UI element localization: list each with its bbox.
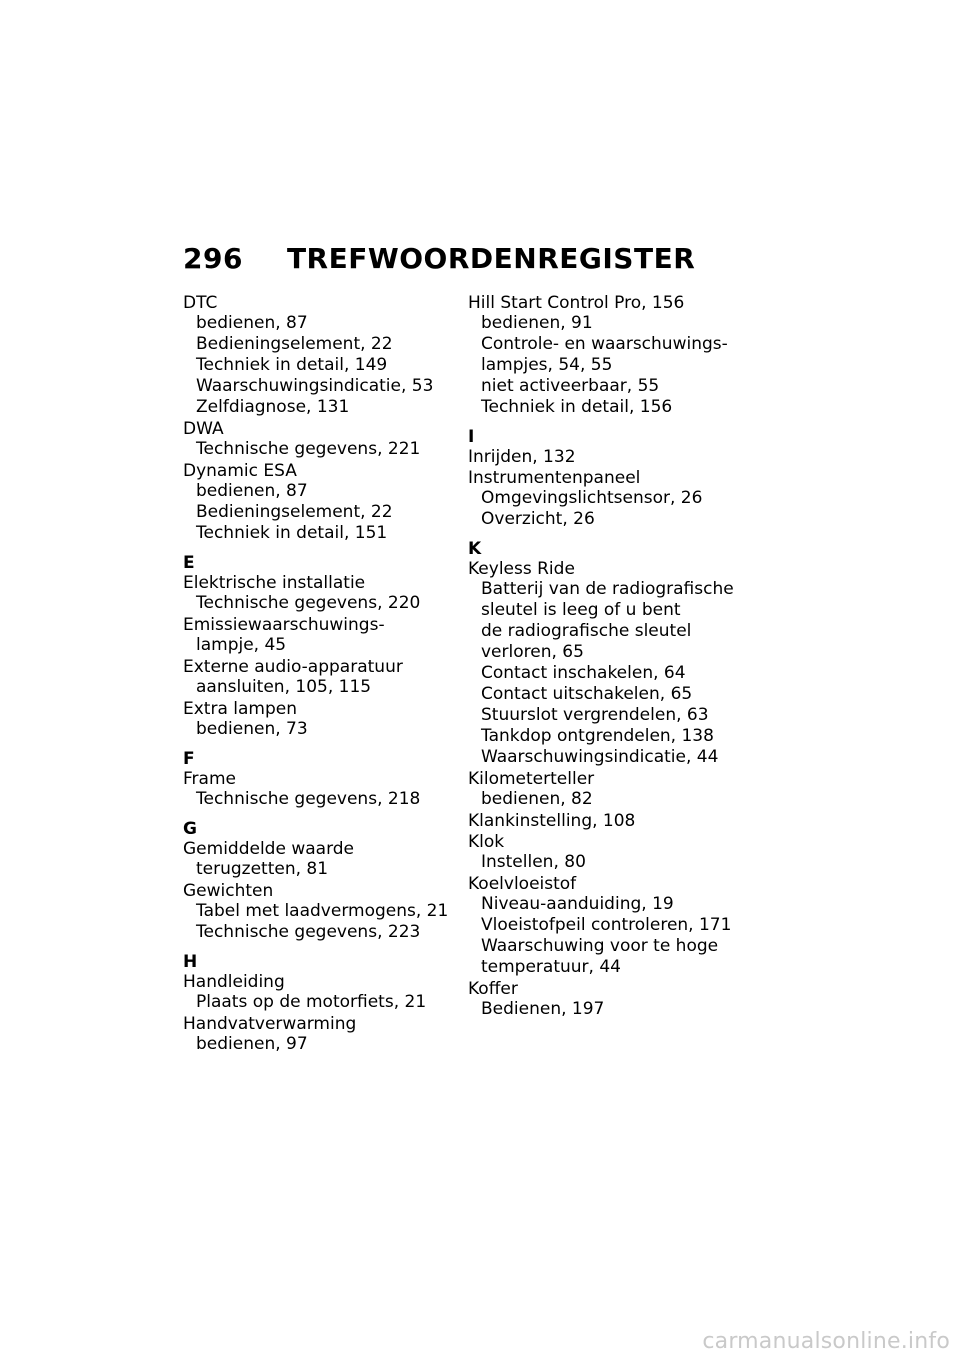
index-subentry: Batterij van de radiografische xyxy=(481,579,734,599)
index-subentry: lampje, 45 xyxy=(196,635,287,655)
index-subentry: Techniek in detail, 156 xyxy=(481,397,673,417)
index-entry: Elektrische installatie xyxy=(183,573,366,593)
page-header xyxy=(183,242,695,276)
index-subentry: Contact inschakelen, 64 xyxy=(481,663,686,683)
index-subentry: Omgevingslichtsensor, 26 xyxy=(481,488,703,508)
index-entry: Inrijden, 132 xyxy=(468,447,576,467)
index-subentry: Overzicht, 26 xyxy=(481,509,595,529)
index-entry: Emissiewaarschuwings- xyxy=(183,615,385,635)
index-subentry: Stuurslot vergrendelen, 63 xyxy=(481,705,709,725)
index-entry: Hill Start Control Pro, 156 xyxy=(468,293,685,313)
index-entry: Extra lampen xyxy=(183,699,298,719)
index-subentry: lampjes, 54, 55 xyxy=(481,355,613,375)
index-subentry: bedienen, 87 xyxy=(196,313,308,333)
index-subentry: bedienen, 73 xyxy=(196,719,308,739)
index-subentry: de radiografische sleutel xyxy=(481,621,692,641)
index-subentry: Tabel met laadvermogens, 21 xyxy=(196,901,449,921)
index-entry: Koffer xyxy=(468,979,518,999)
index-subentry: Technische gegevens, 218 xyxy=(196,789,421,809)
index-entry: Klankinstelling, 108 xyxy=(468,811,636,831)
index-subentry: bedienen, 97 xyxy=(196,1034,308,1054)
index-entry: Gemiddelde waarde xyxy=(183,839,355,859)
index-subentry: niet activeerbaar, 55 xyxy=(481,376,660,396)
index-entry: Handvatverwarming xyxy=(183,1014,357,1034)
index-subentry: Controle- en waarschuwings- xyxy=(481,334,728,354)
index-subentry: Waarschuwingsindicatie, 44 xyxy=(481,747,719,767)
index-subentry: verloren, 65 xyxy=(481,642,584,662)
index-entry: Dynamic ESA xyxy=(183,461,297,481)
index-entry: Handleiding xyxy=(183,972,285,992)
index-entry: Kilometerteller xyxy=(468,769,595,789)
index-subentry: Contact uitschakelen, 65 xyxy=(481,684,693,704)
index-subentry: bedienen, 87 xyxy=(196,481,308,501)
index-subentry: Bedieningselement, 22 xyxy=(196,334,393,354)
index-subentry: Vloeistofpeil controleren, 171 xyxy=(481,915,732,935)
index-column-right xyxy=(468,292,748,1020)
index-section-letter: F xyxy=(183,749,195,769)
index-subentry: Techniek in detail, 151 xyxy=(196,523,388,543)
index-subentry: Technische gegevens, 220 xyxy=(196,593,421,613)
page-number: 296 xyxy=(183,242,243,275)
index-subentry: Instellen, 80 xyxy=(481,852,586,872)
page-title: TREFWOORDENREGISTER xyxy=(286,242,696,275)
watermark: carmanualsonline.info xyxy=(702,1329,950,1354)
index-entry: DTC xyxy=(183,293,218,313)
index-entry: Instrumentenpaneel xyxy=(468,468,641,488)
index-section-letter: I xyxy=(468,427,475,447)
index-subentry: Waarschuwingsindicatie, 53 xyxy=(196,376,434,396)
index-section-letter: E xyxy=(183,553,195,573)
index-subentry: Technische gegevens, 221 xyxy=(196,439,421,459)
index-entry: Klok xyxy=(468,832,505,852)
index-subentry: Techniek in detail, 149 xyxy=(196,355,388,375)
index-subentry: Niveau-aanduiding, 19 xyxy=(481,894,674,914)
index-entry: Externe audio-apparatuur xyxy=(183,657,403,677)
index-column-left xyxy=(183,292,463,1055)
index-subentry: Technische gegevens, 223 xyxy=(196,922,421,942)
index-entry: Koelvloeistof xyxy=(468,874,577,894)
index-entry: Frame xyxy=(183,769,236,789)
index-subentry: Bedieningselement, 22 xyxy=(196,502,393,522)
index-subentry: terugzetten, 81 xyxy=(196,859,329,879)
index-section-letter: H xyxy=(183,952,198,972)
index-subentry: bedienen, 91 xyxy=(481,313,593,333)
index-entry: Gewichten xyxy=(183,881,274,901)
index-entry: DWA xyxy=(183,419,224,439)
index-subentry: Bedienen, 197 xyxy=(481,999,605,1019)
index-subentry: Waarschuwing voor te hoge xyxy=(481,936,719,956)
index-subentry: aansluiten, 105, 115 xyxy=(196,677,372,697)
index-section-letter: K xyxy=(468,539,482,559)
index-subentry: Plaats op de motorfiets, 21 xyxy=(196,992,427,1012)
index-subentry: sleutel is leeg of u bent xyxy=(481,600,681,620)
index-subentry: bedienen, 82 xyxy=(481,789,593,809)
index-entry: Keyless Ride xyxy=(468,559,575,579)
index-subentry: Zelfdiagnose, 131 xyxy=(196,397,350,417)
index-subentry: Tankdop ontgrendelen, 138 xyxy=(481,726,714,746)
index-section-letter: G xyxy=(183,819,197,839)
index-subentry: temperatuur, 44 xyxy=(481,957,621,977)
